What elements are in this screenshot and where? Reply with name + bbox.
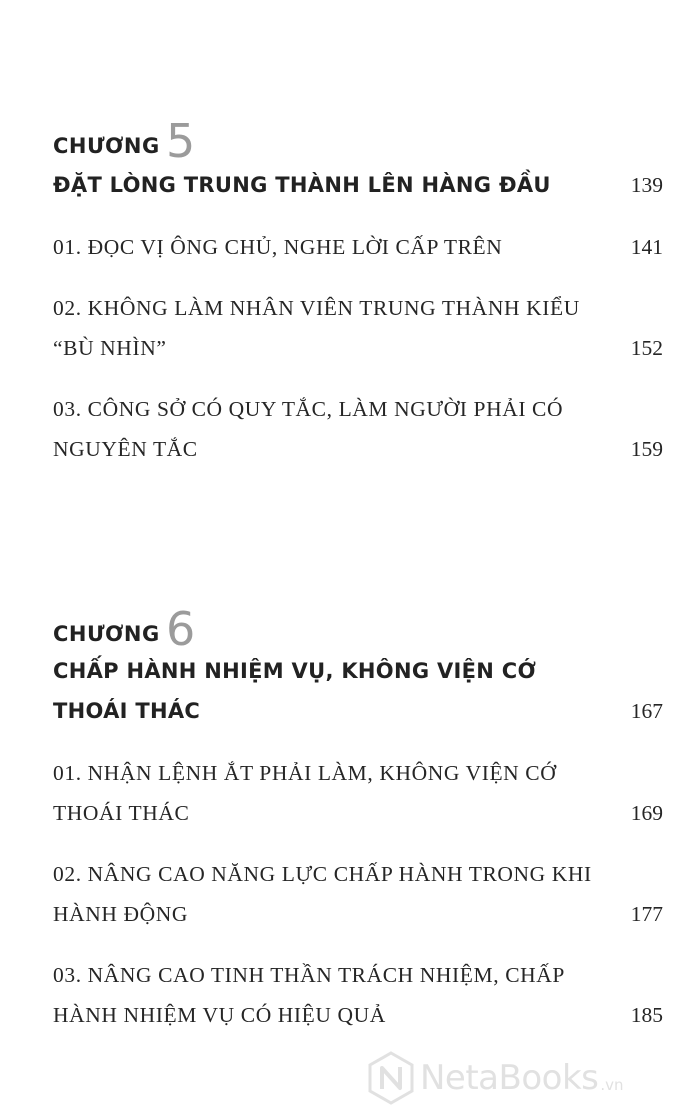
chapter-title: CHẤP HÀNH NHIỆM VỤ, KHÔNG VIỆN CỚ THOÁI THÁC [53, 659, 537, 723]
page-number: 167 [630, 699, 663, 723]
chapter-title-row[interactable] [53, 651, 663, 731]
section-row[interactable] [53, 389, 663, 469]
chapter-5 [53, 100, 663, 469]
chapter-title: ĐẶT LÒNG TRUNG THÀNH LÊN HÀNG ĐẦU [53, 173, 551, 197]
chapter-6 [53, 588, 663, 1035]
chapter-number: 5 [166, 114, 196, 168]
section-title: 02. NÂNG CAO NĂNG LỰC CHẤP HÀNH TRONG KHI HÀNH ĐỘNG [53, 862, 592, 926]
page-number: 159 [630, 437, 663, 461]
brand-logo-icon [368, 1051, 414, 1105]
section-title: 01. NHẬN LỆNH ẮT PHẢI LÀM, KHÔNG VIỆN CỚ THOÁI THÁC [53, 761, 557, 825]
section-row[interactable] [53, 955, 663, 1035]
page-number: 185 [630, 1003, 663, 1027]
section-row[interactable] [53, 227, 663, 267]
watermark-brand: NetaBooks [420, 1058, 599, 1098]
chapter-label: CHƯƠNG [53, 622, 160, 646]
page-number: 177 [630, 902, 663, 926]
section-row[interactable] [53, 288, 663, 368]
chapter-heading [53, 588, 663, 656]
section-title: 01. ĐỌC VỊ ÔNG CHỦ, NGHE LỜI CẤP TRÊN [53, 235, 503, 259]
chapter-number: 6 [166, 602, 196, 656]
watermark-suffix: .vn [600, 1076, 624, 1094]
page-number: 152 [630, 336, 663, 360]
watermark [368, 1048, 698, 1108]
chapter-label: CHƯƠNG [53, 134, 160, 158]
section-title: 02. KHÔNG LÀM NHÂN VIÊN TRUNG THÀNH KIỂU “BÙ NHÌN” [53, 296, 580, 360]
section-title: 03. NÂNG CAO TINH THẦN TRÁCH NHIỆM, CHẤP HÀNH NHIỆM VỤ CÓ HIỆU QUẢ [53, 963, 565, 1027]
page-number: 169 [630, 801, 663, 825]
section-row[interactable] [53, 854, 663, 934]
chapter-title-row[interactable] [53, 165, 663, 205]
section-title: 03. CÔNG SỞ CÓ QUY TẮC, LÀM NGƯỜI PHẢI CÓ NGUYÊN TẮC [53, 397, 564, 461]
section-row[interactable] [53, 753, 663, 833]
page-number: 141 [630, 235, 663, 259]
chapter-heading [53, 100, 663, 168]
page-number: 139 [630, 173, 663, 197]
